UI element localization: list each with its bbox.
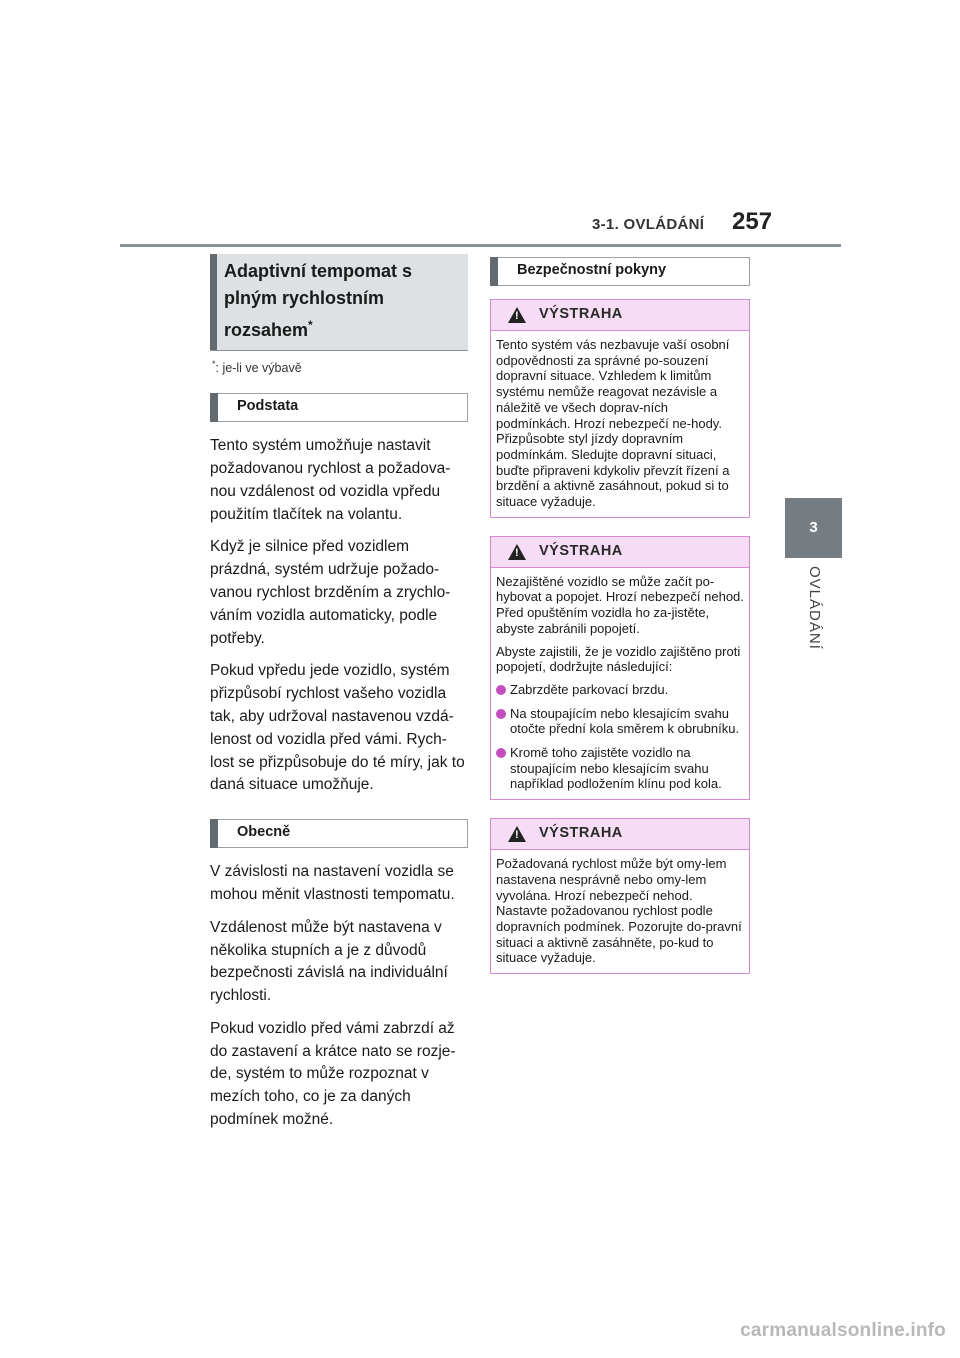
warning-text: Tento systém vás nezbavuje vaší osobní odpovědnosti za správné po-souzení dopravní situace. Vzhledem k limitům systému nemůže reagovat nezávisle a náležitě ve všech doprav-ních podmínkách. Hrozí nebezpečí ne-hody. Přizpůsobte styl jízdy dopravním podmínkám. Sledujte dopravní situaci, buďte připraveni kdykoliv převzít řízení a brzdění a aktivně zasáhnout, pokud si to situace vyžaduje.: [496, 337, 730, 510]
warning-title: VÝSTRAHA: [539, 825, 623, 842]
warning-text: Požadovaná rychlost může být omy-lem nastavena nesprávně nebo omy-lem vyvolána. Hrozí nebezpečí nehod. Nastavte požadovanou rychlost podle dopravních podmínek. Pozorujte do-pravní situaci a aktivně zasáhněte, po-kud to situace vyžaduje.: [496, 856, 742, 966]
header-section-title: 3-1. OVLÁDÁNÍ: [592, 216, 705, 233]
chapter-tab-label: OVLÁDÁNÍ: [806, 566, 823, 650]
title-underline: [210, 350, 468, 351]
subheading-safety: Bezpečnostní pokyny: [490, 257, 750, 286]
bullet-item: Na stoupajícím nebo klesajícím svahu otočte přední kola směrem k obrubníku.: [496, 706, 744, 737]
warning-triangle-icon: [508, 826, 526, 842]
warning-text: Nezajištěné vozidlo se může začít po-hybovat a popojet. Hrozí nebezpečí nehod. Před opuštěním vozidla ho za-jistěte, abyste zabránili popojetí.: [496, 573, 744, 636]
warning-header: [491, 537, 749, 568]
warning-text: Abyste zajistili, že je vozidlo zajištěno proti popojetí, dodržujte následující:: [496, 643, 741, 675]
warning-title: VÝSTRAHA: [539, 542, 623, 559]
section-title: Adaptivní tempomat s plným rychlostním rozsahem*: [224, 261, 413, 340]
paragraph: Pokud vozidlo před vámi zabrzdí až do zastavení a krátce nato se rozje-de, systém to může rozpoznat v mezích toho, co je za daných podmínek možné.: [210, 1019, 456, 1129]
watermark-link[interactable]: carmanualsonline.info: [740, 1320, 946, 1341]
warning-box: [490, 299, 750, 518]
header-divider: [120, 244, 841, 247]
page-number: 257: [732, 208, 773, 235]
subheading-podstata: Podstata: [210, 393, 468, 422]
subheading-obecne: Obecně: [210, 819, 468, 848]
footnote: *: je-li ve výbavě: [212, 359, 302, 376]
paragraph: Tento systém umožňuje nastavit požadovanou rychlost a požadova-nou vzdálenost od vozidla vpředu použitím tlačítek na volantu.: [210, 437, 451, 523]
warning-header: [491, 819, 749, 850]
section-title-box: [210, 254, 468, 350]
warning-box: [490, 536, 750, 800]
warning-triangle-icon: [508, 544, 526, 560]
warning-header: [491, 300, 749, 331]
chapter-tab-number[interactable]: 3: [785, 498, 842, 558]
warning-title: VÝSTRAHA: [539, 306, 623, 322]
paragraph: V závislosti na nastavení vozidla se mohou měnit vlastnosti tempomatu.: [210, 863, 455, 903]
right-column: [490, 257, 750, 974]
bullet-item: Zabrzděte parkovací brzdu.: [496, 682, 744, 698]
warning-triangle-icon: [508, 307, 526, 323]
bullet-item: Kromě toho zajistěte vozidlo na stoupajícím nebo klesajícím svahu například podložením klínu pod kola.: [496, 745, 744, 792]
title-footnote-mark: *: [308, 318, 313, 332]
left-column: [210, 254, 468, 1132]
paragraph: Pokud vpředu jede vozidlo, systém přizpůsobí rychlost vašeho vozidla tak, aby udržoval nastavenou vzdá-lenost od vozidla před vámi. Rych-lost se přizpůsobuje do té míry, jak to daná situace umožňuje.: [210, 662, 465, 794]
paragraph: Když je silnice před vozidlem prázdná, systém udržuje požado-vanou rychlost brzděním a zrychlo-váním vozidla automaticky, podle potřeby.: [210, 538, 451, 647]
paragraph: Vzdálenost může být nastavena v několika stupních a je z důvodů bezpečnosti závislá na individuální rychlosti.: [210, 918, 448, 1005]
warning-box: [490, 818, 750, 974]
